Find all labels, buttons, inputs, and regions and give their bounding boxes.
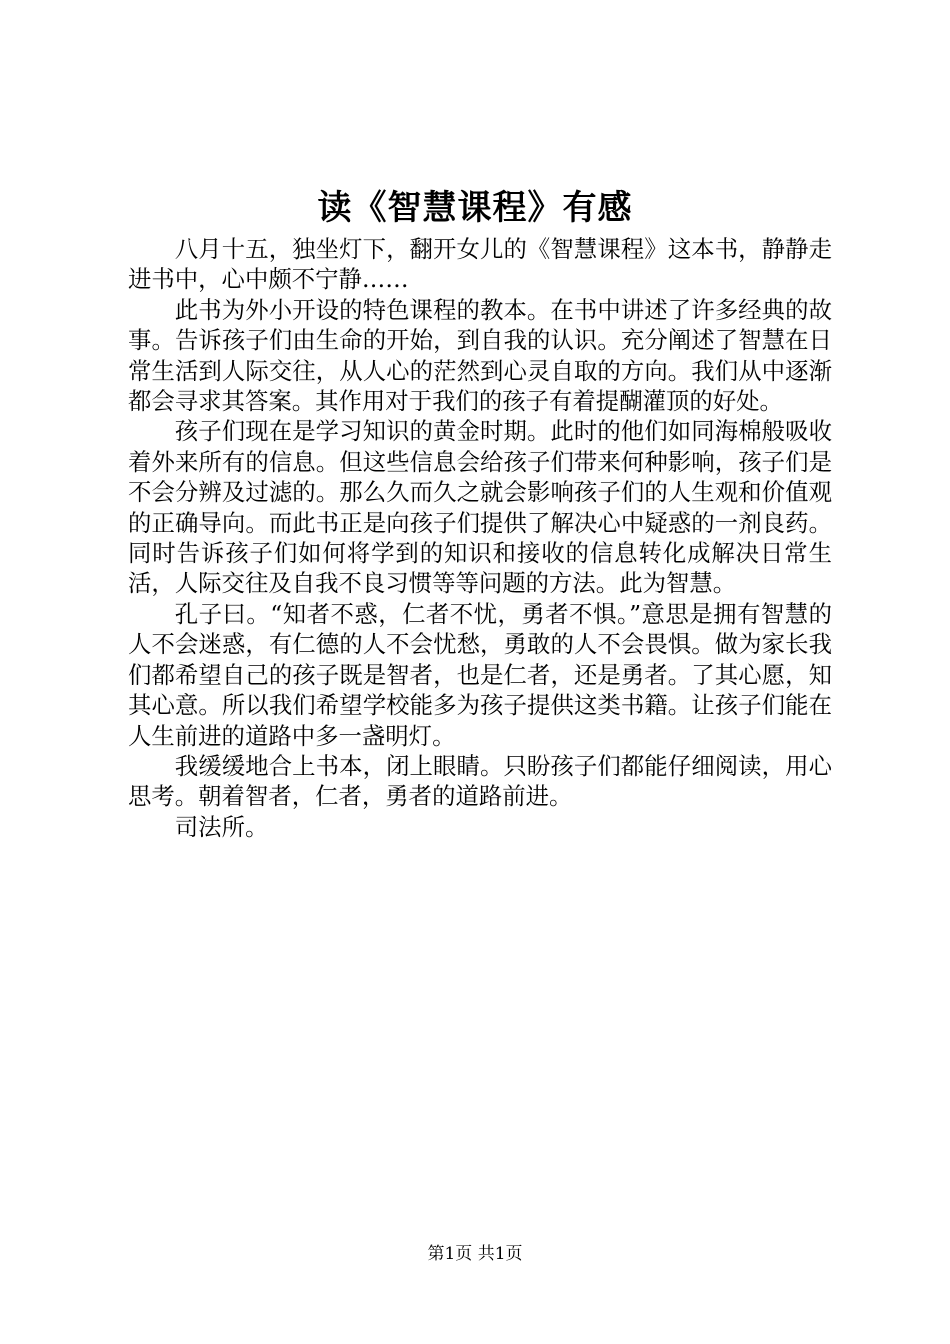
signature-paragraph: 司法所。 — [174, 812, 269, 841]
paragraph-4: 孔子曰。“知者不惑，仁者不忧，勇者不惧。”意思是拥有智慧的人不会迷惑，有仁德的人不会忧愁，勇敢的人不会畏惧。做为家长我们都希望自己的孩子既是智者，也是仁者，还是勇者。了其心愿，知其心意。所以我们希望学校能多为孩子提供这类书籍。让孩子们能在人生前进的道路中多一盏明灯。 — [128, 599, 832, 750]
document-body — [128, 234, 832, 842]
document-title: 读《智慧课程》有感 — [317, 188, 633, 228]
page-footer: 第1页 共1页 — [427, 1244, 523, 1264]
paragraph-5: 我缓缓地合上书本，闭上眼睛。只盼孩子们都能仔细阅读，用心思考。朝着智者，仁者，勇者的道路前进。 — [128, 751, 832, 811]
paragraph-2: 此书为外小开设的特色课程的教本。在书中讲述了许多经典的故事。告诉孩子们由生命的开始，到自我的认识。充分阐述了智慧在日常生活到人际交往，从人心的茫然到心灵自取的方向。我们从中逐渐都会寻求其答案。其作用对于我们的孩子有着提醐灌顶的好处。 — [128, 295, 832, 416]
paragraph-1: 八月十五，独坐灯下，翻开女儿的《智慧课程》这本书，静静走进书中，心中颇不宁静…… — [128, 235, 832, 294]
paragraph-3: 孩子们现在是学习知识的黄金时期。此时的他们如同海棉般吸收着外来所有的信息。但这些信息会给孩子们带来何种影响，孩子们是不会分辨及过滤的。那么久而久之就会影响孩子们的人生观和价值观的正确导向。而此书正是向孩子们提供了解决心中疑惑的一剂良药。同时告诉孩子们如何将学到的知识和接收的信息转化成解决日常生活，人际交往及自我不良习惯等等问题的方法。此为智慧。 — [128, 417, 832, 598]
